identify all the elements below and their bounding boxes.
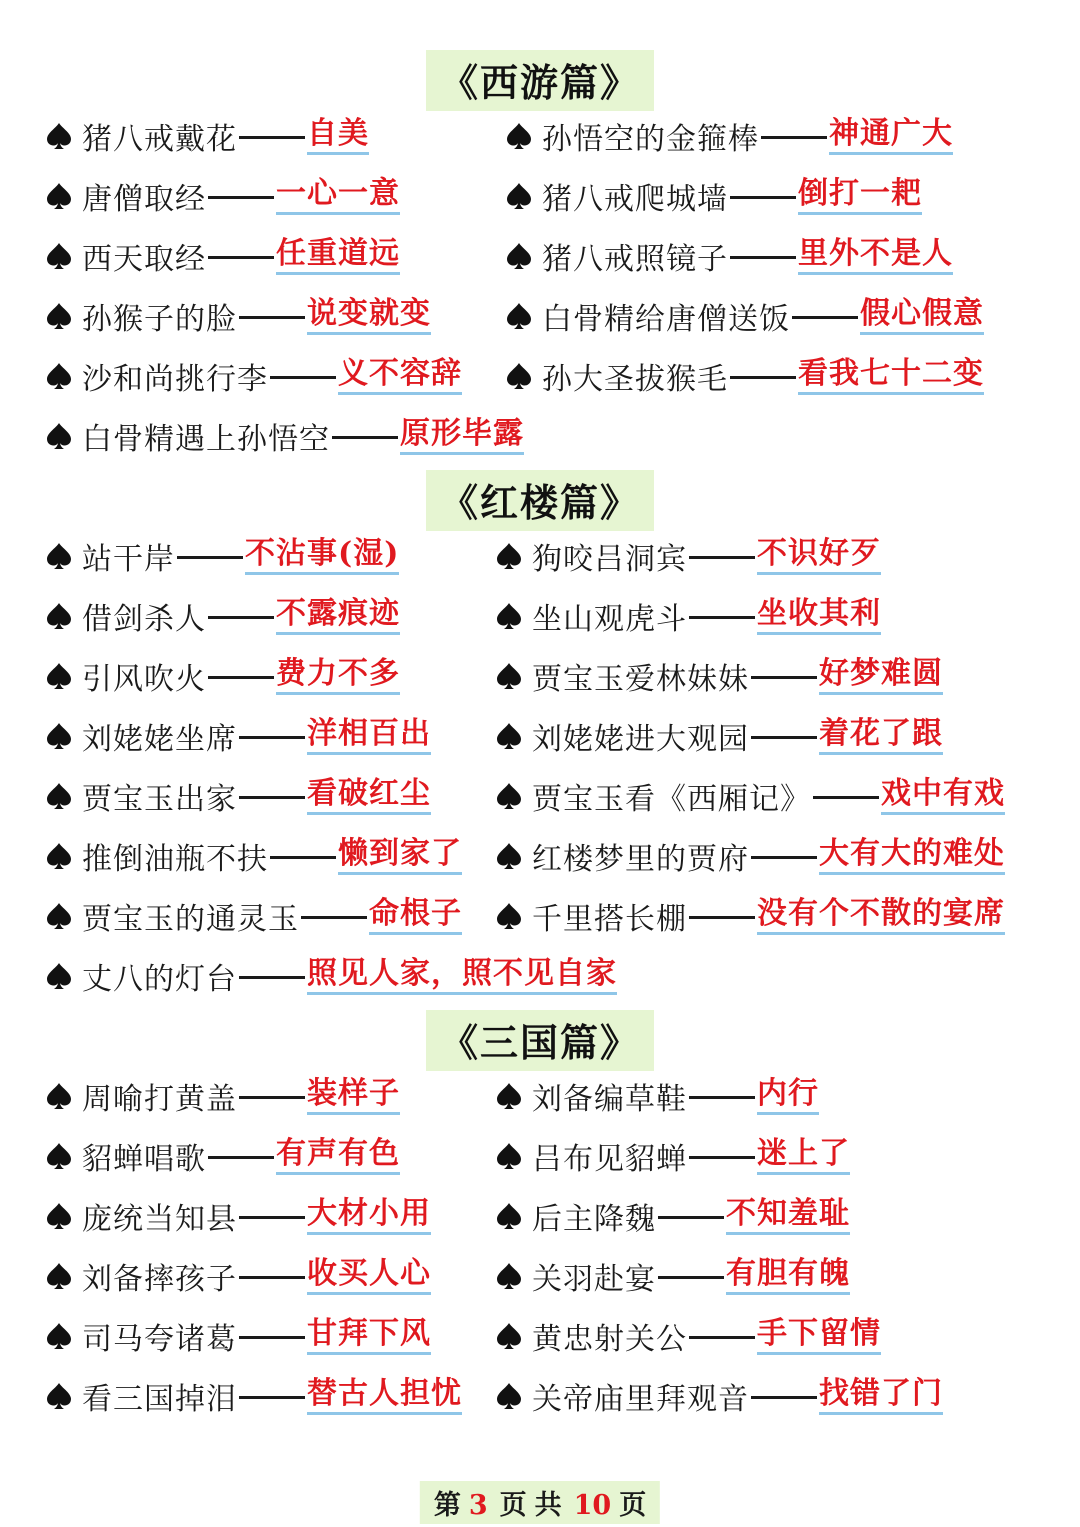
entry-phrase: 千里搭长棚 — [532, 902, 687, 937]
em-dash-separator — [239, 736, 305, 739]
spade-icon — [46, 1202, 72, 1230]
spade-icon — [506, 122, 532, 150]
spade-icon — [496, 842, 522, 870]
xiehouyu-entry — [506, 232, 953, 280]
entry-phrase: 猪八戒戴花 — [82, 122, 237, 157]
entry-phrase: 借剑杀人 — [82, 602, 206, 637]
xiehouyu-entry — [46, 172, 400, 220]
em-dash-separator — [239, 316, 305, 319]
footer-page-word: 页 — [499, 1490, 527, 1521]
entry-phrase: 唐僧取经 — [82, 182, 206, 217]
entry-phrase: 刘备摔孩子 — [82, 1262, 237, 1297]
xiehouyu-entry — [46, 652, 400, 700]
xiehouyu-entry — [506, 352, 984, 400]
entry-phrase: 贾宝玉看《西厢记》 — [532, 782, 811, 817]
em-dash-separator — [239, 1096, 305, 1099]
em-dash-separator — [792, 316, 858, 319]
entry-answer: 不露痕迹 — [276, 597, 400, 636]
em-dash-separator — [751, 736, 817, 739]
spade-icon — [506, 302, 532, 330]
entry-answer: 不知羞耻 — [726, 1197, 850, 1236]
entry-phrase: 关帝庙里拜观音 — [532, 1382, 749, 1417]
em-dash-separator — [730, 196, 796, 199]
entry-answer: 装样子 — [307, 1077, 400, 1116]
entry-phrase: 贾宝玉出家 — [82, 782, 237, 817]
entry-phrase: 坐山观虎斗 — [532, 602, 687, 637]
entry-answer: 不沾事(湿) — [245, 537, 399, 576]
xiehouyu-entry — [46, 1192, 431, 1240]
footer-total-pages: 10 — [573, 1490, 612, 1521]
entry-phrase: 猪八戒爬城墙 — [542, 182, 728, 217]
em-dash-separator — [208, 256, 274, 259]
xiehouyu-entry — [496, 892, 1005, 940]
entry-answer: 着花了跟 — [819, 717, 943, 756]
entry-answer: 看我七十二变 — [798, 357, 984, 396]
xiehouyu-entry — [46, 292, 431, 340]
spade-icon — [46, 242, 72, 270]
em-dash-separator — [751, 856, 817, 859]
entry-answer: 有胆有魄 — [726, 1257, 850, 1296]
entry-answer: 有声有色 — [276, 1137, 400, 1176]
entry-answer: 倒打一耙 — [798, 177, 922, 216]
spade-icon — [46, 1262, 72, 1290]
spade-icon — [496, 1082, 522, 1110]
entry-phrase: 看三国掉泪 — [82, 1382, 237, 1417]
section-title-xiyou: 《西游篇》 — [426, 50, 654, 111]
entry-phrase: 白骨精给唐僧送饭 — [542, 302, 790, 337]
entry-phrase: 后主降魏 — [532, 1202, 656, 1237]
xiehouyu-entry — [506, 112, 953, 160]
entry-answer: 费力不多 — [276, 657, 400, 696]
entry-answer: 一心一意 — [276, 177, 400, 216]
entry-answer: 找错了门 — [819, 1377, 943, 1416]
xiehouyu-entry — [496, 1372, 943, 1420]
entry-answer: 原形毕露 — [400, 417, 524, 456]
entry-answer: 内行 — [757, 1077, 819, 1116]
em-dash-separator — [730, 376, 796, 379]
entry-phrase: 司马夸诸葛 — [82, 1322, 237, 1357]
xiehouyu-entry — [496, 772, 1005, 820]
xiehouyu-entry — [496, 832, 1005, 880]
em-dash-separator — [239, 976, 305, 979]
spade-icon — [506, 242, 532, 270]
entry-phrase: 黄忠射关公 — [532, 1322, 687, 1357]
xiehouyu-entry — [46, 1132, 400, 1180]
footer-current-page: 3 — [468, 1490, 488, 1521]
xiehouyu-entry — [496, 1252, 850, 1300]
xiehouyu-entry — [496, 532, 881, 580]
entry-phrase: 周喻打黄盖 — [82, 1082, 237, 1117]
spade-icon — [46, 182, 72, 210]
entry-phrase: 西天取经 — [82, 242, 206, 277]
xiehouyu-entry — [46, 592, 400, 640]
spade-icon — [496, 1202, 522, 1230]
spade-icon — [496, 722, 522, 750]
entry-answer: 神通广大 — [829, 117, 953, 156]
em-dash-separator — [239, 136, 305, 139]
xiehouyu-entry — [46, 952, 617, 1000]
em-dash-separator — [751, 676, 817, 679]
spade-icon — [46, 1082, 72, 1110]
em-dash-separator — [239, 1336, 305, 1339]
entry-phrase: 贾宝玉的通灵玉 — [82, 902, 299, 937]
footer-total-word: 共 — [534, 1490, 562, 1521]
em-dash-separator — [761, 136, 827, 139]
entry-phrase: 关羽赴宴 — [532, 1262, 656, 1297]
spade-icon — [496, 1262, 522, 1290]
entry-answer: 自美 — [307, 117, 369, 156]
xiehouyu-entry — [496, 1072, 819, 1120]
entry-answer: 照见人家，照不见自家 — [307, 957, 617, 996]
xiehouyu-entry — [46, 772, 431, 820]
entry-answer: 命根子 — [369, 897, 462, 936]
entry-phrase: 刘姥姥坐席 — [82, 722, 237, 757]
xiehouyu-entry — [496, 1312, 881, 1360]
entry-phrase: 猪八戒照镜子 — [542, 242, 728, 277]
em-dash-separator — [658, 1276, 724, 1279]
spade-icon — [496, 1322, 522, 1350]
spade-icon — [46, 962, 72, 990]
entry-answer: 义不容辞 — [338, 357, 462, 396]
spade-icon — [46, 362, 72, 390]
em-dash-separator — [751, 1396, 817, 1399]
xiehouyu-entry — [496, 712, 943, 760]
entry-phrase: 孙大圣拔猴毛 — [542, 362, 728, 397]
entry-phrase: 沙和尚挑行李 — [82, 362, 268, 397]
entry-answer: 假心假意 — [860, 297, 984, 336]
spade-icon — [496, 902, 522, 930]
spade-icon — [46, 1382, 72, 1410]
spade-icon — [46, 122, 72, 150]
entry-phrase: 狗咬吕洞宾 — [532, 542, 687, 577]
spade-icon — [506, 362, 532, 390]
page-footer — [420, 1481, 660, 1524]
em-dash-separator — [208, 616, 274, 619]
entry-answer: 手下留情 — [757, 1317, 881, 1356]
entry-answer: 大有大的难处 — [819, 837, 1005, 876]
spade-icon — [46, 302, 72, 330]
em-dash-separator — [332, 436, 398, 439]
spade-icon — [496, 1382, 522, 1410]
entry-answer: 坐收其利 — [757, 597, 881, 636]
em-dash-separator — [239, 1396, 305, 1399]
entry-phrase: 站干岸 — [82, 542, 175, 577]
entry-phrase: 刘姥姥进大观园 — [532, 722, 749, 757]
em-dash-separator — [239, 1216, 305, 1219]
xiehouyu-entry — [46, 832, 462, 880]
em-dash-separator — [658, 1216, 724, 1219]
em-dash-separator — [270, 376, 336, 379]
entry-answer: 迷上了 — [757, 1137, 850, 1176]
em-dash-separator — [730, 256, 796, 259]
spade-icon — [46, 722, 72, 750]
xiehouyu-entry — [46, 532, 399, 580]
entry-phrase: 贾宝玉爱林妹妹 — [532, 662, 749, 697]
entry-phrase: 吕布见貂蝉 — [532, 1142, 687, 1177]
footer-suffix: 页 — [619, 1490, 647, 1521]
em-dash-separator — [239, 1276, 305, 1279]
em-dash-separator — [208, 1156, 274, 1159]
entry-answer: 替古人担忧 — [307, 1377, 462, 1416]
entry-answer: 不识好歹 — [757, 537, 881, 576]
spade-icon — [46, 662, 72, 690]
em-dash-separator — [301, 916, 367, 919]
em-dash-separator — [689, 1156, 755, 1159]
xiehouyu-entry — [496, 652, 943, 700]
em-dash-separator — [813, 796, 879, 799]
em-dash-separator — [208, 196, 274, 199]
spade-icon — [46, 842, 72, 870]
em-dash-separator — [177, 556, 243, 559]
entry-phrase: 推倒油瓶不扶 — [82, 842, 268, 877]
entry-phrase: 丈八的灯台 — [82, 962, 237, 997]
section-title-sanguo: 《三国篇》 — [426, 1010, 654, 1071]
spade-icon — [496, 602, 522, 630]
xiehouyu-entry — [46, 352, 462, 400]
spade-icon — [46, 602, 72, 630]
xiehouyu-entry — [46, 112, 369, 160]
spade-icon — [46, 782, 72, 810]
footer-prefix: 第 — [433, 1490, 461, 1521]
xiehouyu-entry — [46, 1252, 431, 1300]
xiehouyu-entry — [496, 592, 881, 640]
entry-answer: 没有个不散的宴席 — [757, 897, 1005, 936]
xiehouyu-entry — [46, 1372, 462, 1420]
spade-icon — [46, 902, 72, 930]
spade-icon — [496, 782, 522, 810]
xiehouyu-entry — [46, 1072, 400, 1120]
entry-answer: 大材小用 — [307, 1197, 431, 1236]
entry-answer: 看破红尘 — [307, 777, 431, 816]
em-dash-separator — [689, 556, 755, 559]
entry-answer: 说变就变 — [307, 297, 431, 336]
entry-answer: 好梦难圆 — [819, 657, 943, 696]
entry-phrase: 白骨精遇上孙悟空 — [82, 422, 330, 457]
entry-answer: 戏中有戏 — [881, 777, 1005, 816]
em-dash-separator — [239, 796, 305, 799]
spade-icon — [46, 1142, 72, 1170]
xiehouyu-entry — [506, 292, 984, 340]
section-title-honglou: 《红楼篇》 — [426, 470, 654, 531]
xiehouyu-entry — [46, 412, 524, 460]
spade-icon — [496, 1142, 522, 1170]
entry-answer: 任重道远 — [276, 237, 400, 276]
xiehouyu-entry — [496, 1192, 850, 1240]
em-dash-separator — [689, 916, 755, 919]
em-dash-separator — [689, 1336, 755, 1339]
em-dash-separator — [208, 676, 274, 679]
entry-phrase: 红楼梦里的贾府 — [532, 842, 749, 877]
entry-phrase: 庞统当知县 — [82, 1202, 237, 1237]
xiehouyu-entry — [506, 172, 922, 220]
em-dash-separator — [270, 856, 336, 859]
spade-icon — [46, 1322, 72, 1350]
xiehouyu-entry — [496, 1132, 850, 1180]
entry-answer: 洋相百出 — [307, 717, 431, 756]
xiehouyu-entry — [46, 712, 431, 760]
entry-phrase: 引风吹火 — [82, 662, 206, 697]
spade-icon — [506, 182, 532, 210]
entry-answer: 收买人心 — [307, 1257, 431, 1296]
spade-icon — [46, 422, 72, 450]
entry-phrase: 刘备编草鞋 — [532, 1082, 687, 1117]
entry-answer: 里外不是人 — [798, 237, 953, 276]
spade-icon — [46, 542, 72, 570]
entry-answer: 懒到家了 — [338, 837, 462, 876]
entry-answer: 甘拜下风 — [307, 1317, 431, 1356]
em-dash-separator — [689, 1096, 755, 1099]
entry-phrase: 貂蝉唱歌 — [82, 1142, 206, 1177]
xiehouyu-entry — [46, 232, 400, 280]
xiehouyu-entry — [46, 892, 462, 940]
entry-phrase: 孙悟空的金箍棒 — [542, 122, 759, 157]
spade-icon — [496, 542, 522, 570]
em-dash-separator — [689, 616, 755, 619]
entry-phrase: 孙猴子的脸 — [82, 302, 237, 337]
spade-icon — [496, 662, 522, 690]
xiehouyu-entry — [46, 1312, 431, 1360]
